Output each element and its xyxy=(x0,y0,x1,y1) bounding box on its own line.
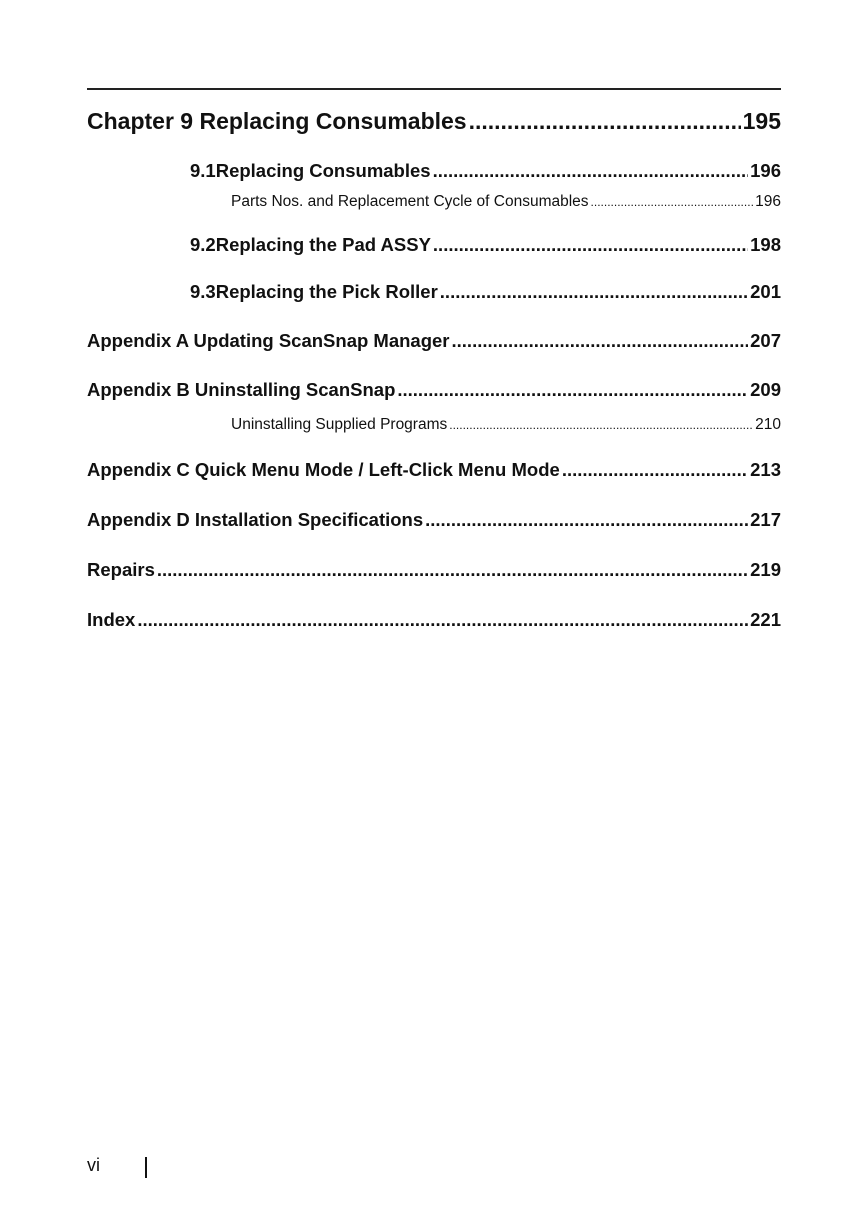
leader-dots xyxy=(433,234,748,256)
leader-dots xyxy=(433,160,749,182)
header-rule xyxy=(87,88,781,90)
toc-sub-title: Uninstalling Supplied Programs xyxy=(231,416,448,433)
leader-dots xyxy=(157,559,748,581)
toc-page-number: 195 xyxy=(742,108,781,134)
toc-chapter-9[interactable] xyxy=(87,108,781,135)
toc-section-title: Replacing the Pick Roller xyxy=(215,281,438,302)
toc-page-number: 209 xyxy=(750,379,781,400)
toc-appendix-title: Appendix A Updating ScanSnap Manager xyxy=(87,330,450,351)
toc-page-number: 207 xyxy=(750,330,781,351)
toc-sub-title: Parts Nos. and Replacement Cycle of Consumables xyxy=(231,193,589,210)
toc-appendix-title: Appendix B Uninstalling ScanSnap xyxy=(87,379,396,400)
leader-dots xyxy=(562,459,748,481)
leader-dots xyxy=(452,330,749,352)
toc-repairs[interactable] xyxy=(87,559,781,581)
toc-section-title: Replacing the Pad ASSY xyxy=(215,234,431,255)
toc-page-number: 219 xyxy=(750,559,781,580)
toc-section-number: 9.1 xyxy=(190,160,216,181)
toc-page-number: 196 xyxy=(755,193,781,210)
toc-sub-uninstalling-programs[interactable] xyxy=(231,416,781,434)
toc-page-number: 210 xyxy=(755,416,781,433)
toc-appendix-a[interactable] xyxy=(87,330,781,352)
toc-appendix-c[interactable] xyxy=(87,459,781,481)
toc-section-9-3[interactable] xyxy=(190,281,781,303)
leader-dots xyxy=(137,609,748,631)
footer-page-number: vi xyxy=(87,1155,100,1175)
toc-appendix-title: Appendix C Quick Menu Mode / Left-Click Menu Mode xyxy=(87,459,560,480)
footer-divider xyxy=(145,1157,147,1178)
toc-entry-title: Repairs xyxy=(87,559,155,580)
toc-index[interactable] xyxy=(87,609,781,631)
toc-page-number: 221 xyxy=(750,609,781,630)
toc-page-number: 217 xyxy=(750,509,781,530)
toc-section-title: Replacing Consumables xyxy=(215,160,431,181)
toc-appendix-d[interactable] xyxy=(87,509,781,531)
toc-page-number: 198 xyxy=(750,234,781,255)
leader-dots xyxy=(425,509,748,531)
toc-sub-parts-nos[interactable] xyxy=(231,193,781,211)
toc-entry-title: Index xyxy=(87,609,136,630)
leader-dots xyxy=(469,108,741,135)
leader-dots xyxy=(397,379,748,401)
toc-chapter-title: Chapter 9 Replacing Consumables xyxy=(87,108,467,134)
toc-appendix-b[interactable] xyxy=(87,379,781,401)
toc-page-number: 201 xyxy=(750,281,781,302)
toc-page-number: 196 xyxy=(750,160,781,181)
leader-dots xyxy=(440,281,748,303)
leader-dots xyxy=(449,418,753,432)
toc-section-number: 9.3 xyxy=(190,281,216,302)
toc-section-9-1[interactable] xyxy=(190,160,781,182)
toc-page-number: 213 xyxy=(750,459,781,480)
toc-section-number: 9.2 xyxy=(190,234,216,255)
leader-dots xyxy=(591,195,754,209)
toc-section-9-2[interactable] xyxy=(190,234,781,256)
toc-appendix-title: Appendix D Installation Specifications xyxy=(87,509,424,530)
